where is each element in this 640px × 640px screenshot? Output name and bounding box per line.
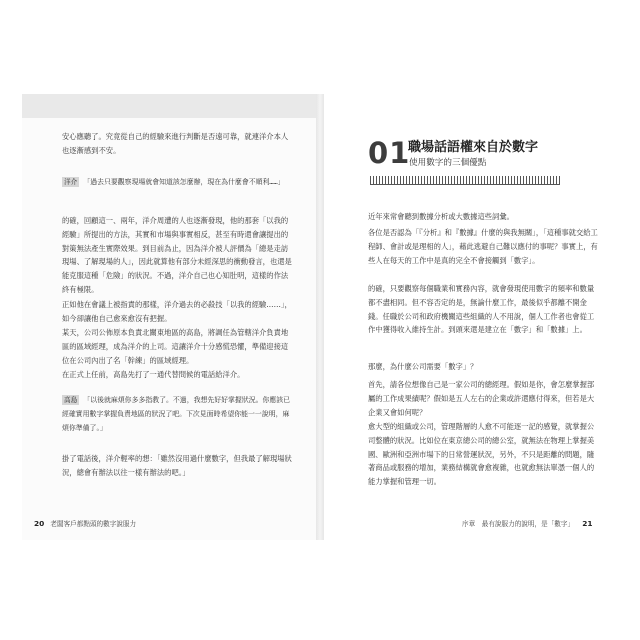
chapter-subtitle: 使用數字的三個優點 bbox=[409, 158, 487, 168]
right-paragraph-4: 那麼，為什麼公司需要「數字」？ bbox=[368, 362, 478, 371]
right-paragraph-1: 近年來常會聽到數據分析或大數據這些詞彙。 bbox=[368, 212, 514, 221]
left-paragraph-4: 某天，公司公佈原本負責北關東地區的高島，將調任為管轄洋介負責地區的區域經理，成為洋介的上司。這讓洋介十分感慌恐懼，準備迎接這位在公司內出了名「幹練」的區域經理。 bbox=[62, 328, 289, 365]
left-paragraph-1: 安心應聽了。究竟從自己的經驗來進行判斷是否遠可靠，就連洋介本人也逐漸感到不安。 bbox=[62, 132, 289, 155]
right-paragraph-2: 各位是否認為「『分析』和『數據』什麼的與我無關」，「這種事就交給工程師、會計或是理相的人」，藉此逃避自己難以應付的事呢？事實上，有些人在每天的工作中是真的完全不會接觸到「數字」。 bbox=[368, 228, 598, 265]
left-quote-2 bbox=[62, 394, 294, 435]
right-paragraph-5: 首先，請各位想像自己是一家公司的總經理。假如是你，會怎麼掌握部屬的工作成果績呢？假如是五人左右的企業或許還應付得來，但若是大企業又會如何呢？ bbox=[368, 380, 595, 417]
left-running-title: 老闆客戶都點頭的數字說服力 bbox=[50, 520, 137, 528]
left-page-header-band bbox=[22, 94, 320, 118]
right-running-title: 序章 最有說服力的說明，是「數字」 bbox=[462, 520, 575, 528]
left-paragraph-3: 正如他在會議上被指責的那樣，洋介過去的必殺技「以我的經驗……」，如今卻讓他自己愈來愈沒有把握。 bbox=[62, 300, 292, 323]
chapter-title: 職場話語權來自於數字 bbox=[408, 140, 539, 155]
left-quote-1-text: 「過去只要觀察現場就會知道該怎麼辦，現在為什麼會不順利……」 bbox=[83, 178, 285, 186]
right-page-number: 21 bbox=[582, 519, 593, 528]
right-paragraph-6: 愈大型的組織或公司，管理階層的人愈不可能逐一記的感覺，就掌握公司整體的狀況。比如位在東京總公司的總公室，就無法在物理上掌握美國、歐洲和亞洲市場下的日常營運狀況，另外，不只是距離的問題，隨著商品或服務的增加，業務結構就會愈複雜，也就愈無法單憑一個人的能力掌握和管理一切。 bbox=[368, 422, 595, 487]
chapter-number: 01 bbox=[368, 136, 411, 170]
book-gutter bbox=[316, 94, 324, 540]
left-paragraph-2: 的確，回顧這一、兩年，洋介周遭的人也逐漸發現，他的那套「以我的經驗」所提出的方法，其實和市場與事實相反，甚至有時還會讓提出的對策無法產生實際效果。到目前為止，因為洋介被人評價為「總是走訪現場、了解現場的人」，因此就算他有部分未經深思的衝動發言，也還是能克服這種「危險」的狀況。不過，洋介自己也心知肚明，這樣的作法終有極限。 bbox=[62, 216, 292, 294]
right-footer bbox=[462, 518, 593, 528]
speaker-tag-takashima: 高島 bbox=[64, 396, 78, 404]
left-footer bbox=[34, 518, 136, 528]
left-paragraph-6: 掛了電話後，洋介輕率的想：「雖然沒用過什麼數字，但我最了解現場狀況，總會有辦法以往一樣有辦法的吧。」 bbox=[62, 454, 292, 477]
left-quote-2-text: 「以後就麻煩你多多指教了。不過，我想先好好掌握狀況。你應該已經確實用數字掌握負責地區的狀況了吧。下次見面時希望你能一一說明，麻煩你準備了。」 bbox=[62, 396, 291, 432]
speaker-tag-yosuke: 洋介 bbox=[64, 178, 78, 186]
left-paragraph-5: 在正式上任前，高島先打了一通代替問候的電話給洋介。 bbox=[62, 370, 245, 379]
left-quote-1 bbox=[62, 176, 294, 190]
chapter-ruler-divider bbox=[370, 176, 560, 185]
left-page-number: 20 bbox=[34, 519, 45, 528]
right-paragraph-3: 的確，只要觀察每個職業和實務內容，就會發現使用數字的頻率和數量都不盡相同。但不容否定的是，無論什麼工作，最後似乎都離不開金錢。任職於公司和政府機關這些組織的人不用說，個人工作者也會從工作中獲得收入維持生計。到頭來還是建立在「數字」和「數據」上。 bbox=[368, 284, 595, 335]
